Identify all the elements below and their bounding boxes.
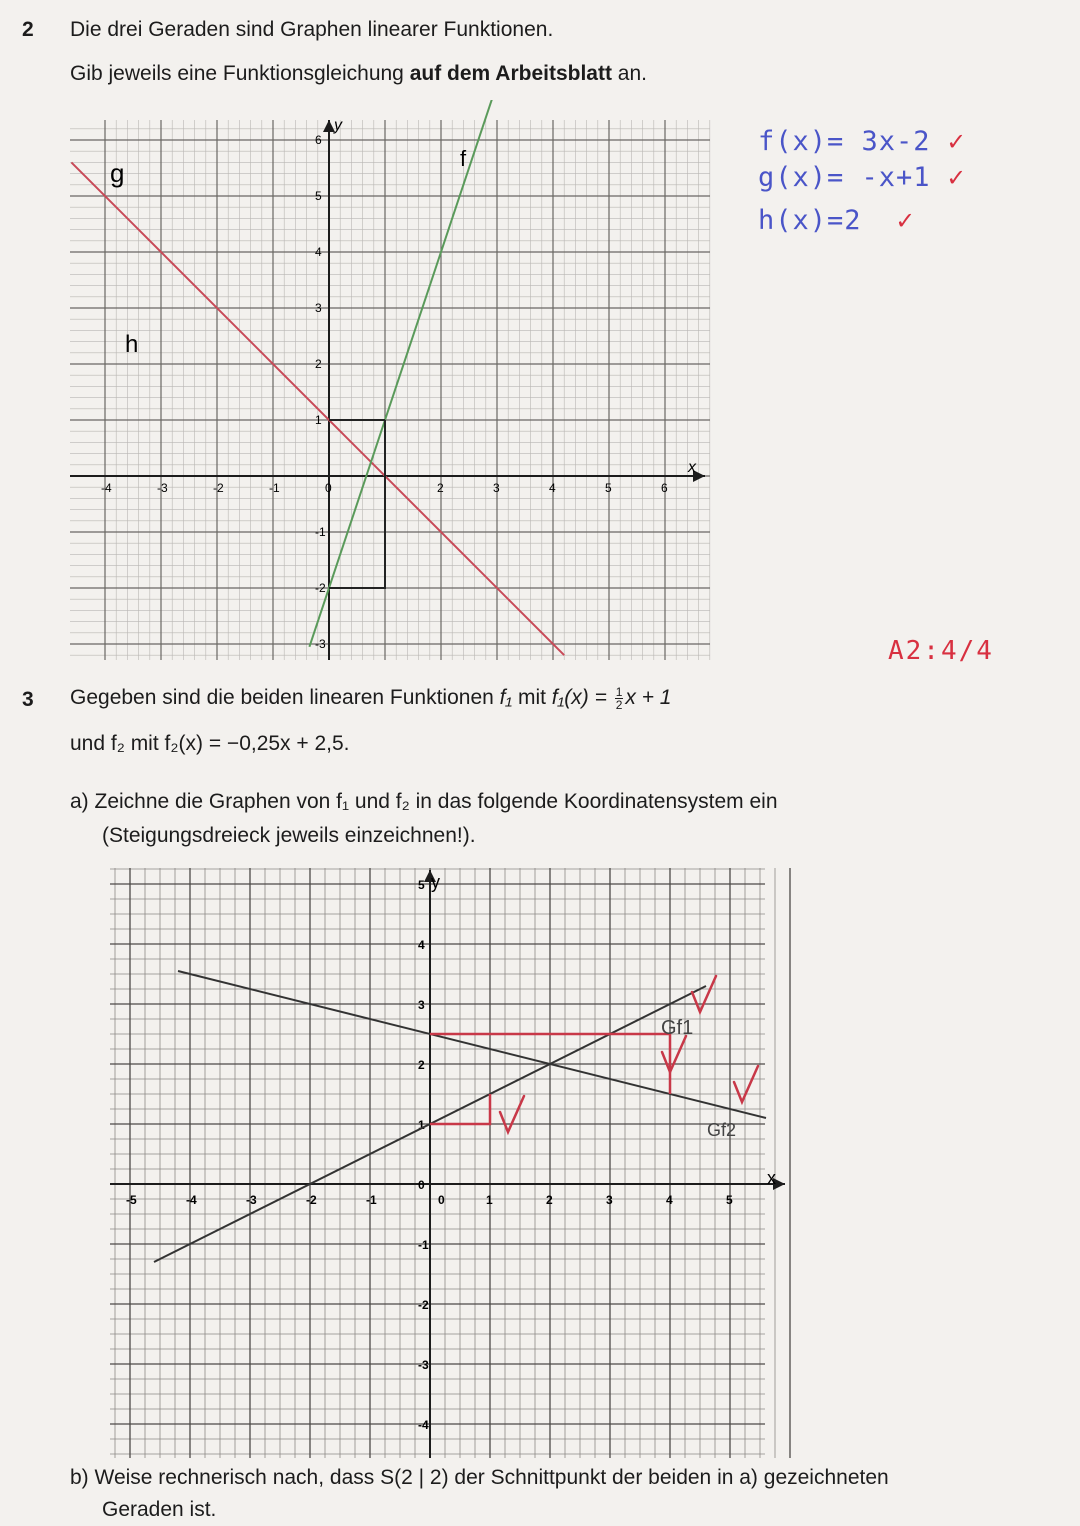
y-tick-label: 3	[418, 998, 425, 1012]
x-tick-label: 2	[546, 1193, 553, 1207]
line-f	[309, 100, 494, 647]
line-f2	[178, 971, 766, 1118]
x-tick-label: -4	[101, 481, 112, 495]
y-tick-label: 3	[315, 301, 322, 315]
task2-instruction-1: Die drei Geraden sind Graphen linearer Funktionen.	[70, 18, 554, 41]
y-tick-label: 5	[418, 878, 425, 892]
x-tick-label: -5	[126, 1193, 137, 1207]
task3-line2: und f₂ mit f₂(x) = −0,25x + 2,5.	[70, 732, 350, 755]
label-h: h	[125, 331, 139, 358]
task2-instruction-2: Gib jeweils eine Funktionsgleichung auf dem Arbeitsblatt an.	[70, 62, 647, 85]
check-icon	[692, 976, 716, 1012]
check-icon: ✓	[947, 162, 966, 193]
x-tick-label: 1	[486, 1193, 493, 1207]
label-y-axis: y	[431, 872, 440, 892]
label-f: f	[460, 146, 467, 171]
task3-part-b-1: b) Weise rechnerisch nach, dass S(2 | 2) der Schnittpunkt der beiden in a) gezeichneten	[70, 1466, 889, 1489]
x-tick-label: 0	[325, 481, 332, 495]
x-tick-label: 3	[606, 1193, 613, 1207]
answer-g: g(x)= -x+1 ✓	[758, 162, 966, 193]
task3-part-a-2: (Steigungsdreieck jeweils einzeichnen!).	[102, 824, 476, 847]
y-tick-label: -2	[418, 1298, 429, 1312]
label-gf1: Gf1	[661, 1017, 694, 1039]
y-tick-label: -3	[418, 1358, 429, 1372]
x-tick-label: 4	[666, 1193, 673, 1207]
task2-grid	[70, 120, 710, 660]
task3-intro: Gegeben sind die beiden linearen Funktionen f₁ mit f₁(x) = $\frac{1}{2}$ x + 1	[70, 685, 672, 712]
x-tick-label: 6	[661, 481, 668, 495]
x-tick-label: -2	[306, 1193, 317, 1207]
x-tick-label: -3	[246, 1193, 257, 1207]
x-tick-label: 5	[726, 1193, 733, 1207]
x-tick-label: 4	[549, 481, 556, 495]
check-icon	[734, 1066, 758, 1102]
task2-graph	[70, 100, 720, 660]
x-tick-label: 5	[605, 481, 612, 495]
x-tick-label: -1	[269, 481, 280, 495]
check-icon	[662, 1036, 686, 1072]
x-tick-label: 2	[437, 481, 444, 495]
task3-part-b-2: Geraden ist.	[102, 1498, 217, 1521]
answer-h: h(x)=2 ✓	[758, 205, 915, 236]
score: A2:4/4	[888, 636, 994, 666]
y-tick-label: -1	[315, 525, 326, 539]
x-tick-label: -2	[213, 481, 224, 495]
x-tick-label: 0	[438, 1193, 445, 1207]
task3-grid	[110, 868, 790, 1458]
fraction-one-half: $\frac{1}{2}$	[615, 685, 623, 712]
task2-number: 2	[22, 18, 34, 41]
check-icon: ✓	[947, 126, 966, 157]
y-tick-label: 0	[418, 1178, 425, 1192]
x-tick-label: 3	[493, 481, 500, 495]
x-tick-label: -3	[157, 481, 168, 495]
label-x-axis: x	[688, 459, 696, 476]
y-tick-label: -2	[315, 581, 326, 595]
x-tick-label: -4	[186, 1193, 197, 1207]
y-tick-label: 2	[315, 357, 322, 371]
answer-f: f(x)= 3x-2 ✓	[758, 126, 966, 157]
y-tick-label: 4	[418, 938, 425, 952]
label-g: g	[110, 158, 125, 188]
x-tick-label: -1	[366, 1193, 377, 1207]
task3-number: 3	[22, 688, 34, 711]
y-tick-label: 1	[315, 413, 322, 427]
y-tick-label: 2	[418, 1058, 425, 1072]
y-tick-label: -4	[418, 1418, 429, 1432]
task3-graph	[105, 858, 795, 1458]
check-icon: ✓	[896, 205, 915, 236]
label-y-axis: y	[334, 117, 342, 134]
y-tick-label: 6	[315, 133, 322, 147]
y-tick-label: 5	[315, 189, 322, 203]
y-tick-label: 1	[418, 1118, 425, 1132]
y-tick-label: -3	[315, 637, 326, 651]
y-tick-label: -1	[418, 1238, 429, 1252]
task3-part-a-1: a) Zeichne die Graphen von f₁ und f₂ in das folgende Koordinatensystem ein	[70, 790, 778, 813]
label-gf2: Gf2	[707, 1120, 737, 1140]
y-tick-label: 4	[315, 245, 322, 259]
check-icon	[500, 1096, 524, 1132]
label-x-axis: x	[767, 1168, 776, 1188]
